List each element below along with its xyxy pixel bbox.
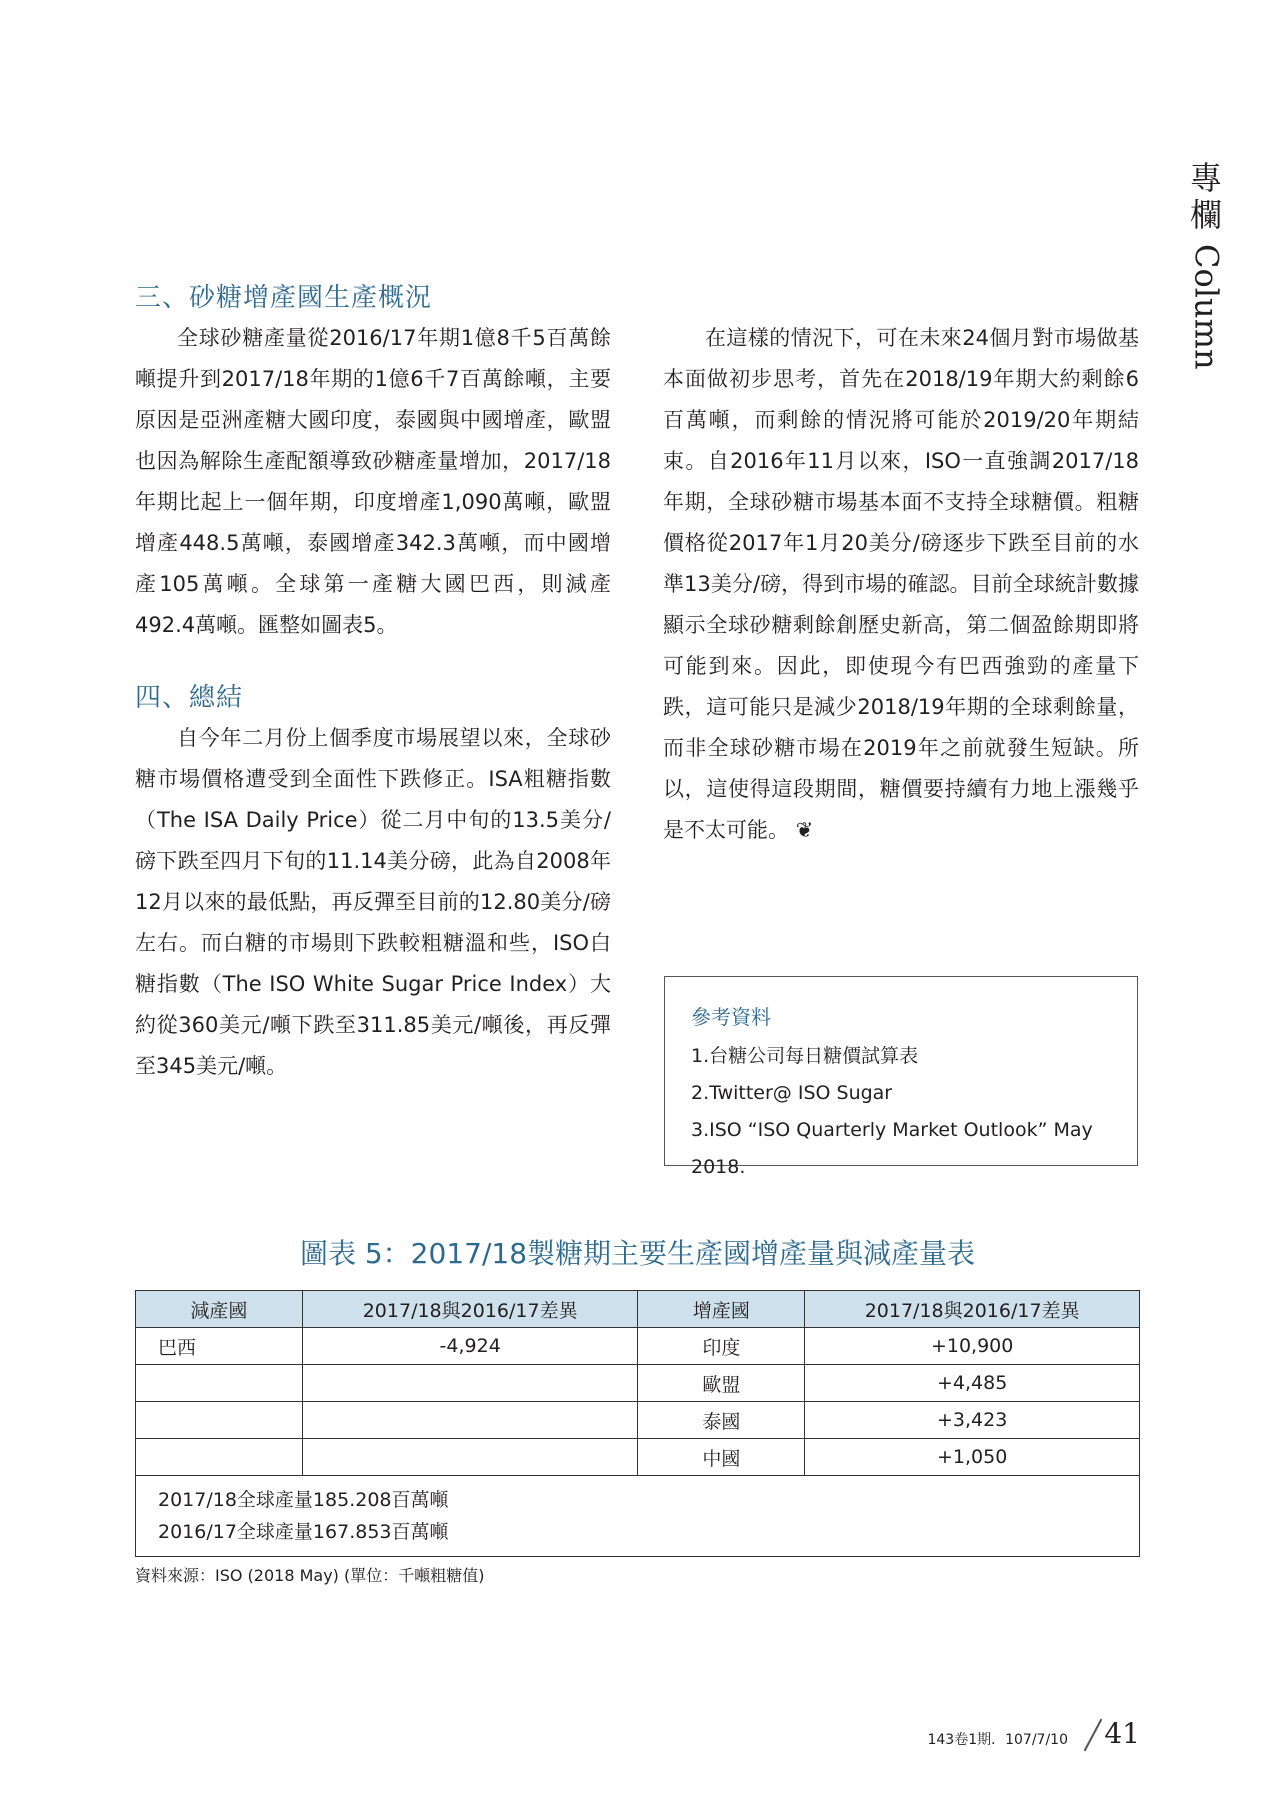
table-cell xyxy=(302,1439,638,1476)
side-label-char-2: 欄 xyxy=(1189,195,1222,234)
table-cell: +10,900 xyxy=(805,1328,1140,1365)
footer-divider xyxy=(1084,1719,1103,1752)
references-title: 參考資料 xyxy=(691,1005,771,1029)
header-decrease-country: 減產國 xyxy=(136,1291,303,1328)
section-4-heading: 四、總結 xyxy=(135,683,244,713)
references-box xyxy=(664,976,1138,1178)
table-note-line: 2016/17全球產量167.853百萬噸 xyxy=(158,1521,449,1543)
production-change-table xyxy=(135,1290,1140,1557)
table-row xyxy=(136,1402,1140,1439)
table-cell xyxy=(136,1402,303,1439)
table-row xyxy=(136,1328,1140,1365)
column-section-label xyxy=(1186,160,1226,369)
conclusion-text: 在這樣的情況下，可在未來24個月對市場做基本面做初步思考，首先在2018/19年期大約剩餘6百萬噸，而剩餘的情況將可能於2019/20年期結束。自2016年11月以來，ISO一直強調2017/18年期，全球砂糖市場基本面不支持全球糖價。粗糖價格從2017年1月20美分/磅逐步下跌至目前的水準13美分/磅，得到市場的確認。目前全球統計數據顯示全球砂糖剩餘創歷史新高，第二個盈餘期即將可能到來。因此，即使現今有巴西強勁的產量下跌，這可能只是減少2018/19年期的全球剩餘量，而非全球砂糖市場在2019年之前就發生短缺。所以，這使得這段期間，糖價要持續有力地上漲幾乎是不太可能。 xyxy=(663,326,1139,842)
table-cell: 巴西 xyxy=(136,1328,303,1365)
section-3-heading: 三、砂糖增產國生產概況 xyxy=(135,283,433,313)
table-cell: 中國 xyxy=(638,1439,805,1476)
table-note-cell xyxy=(136,1476,1140,1557)
table-cell: +4,485 xyxy=(805,1365,1140,1402)
table-cell: +3,423 xyxy=(805,1402,1140,1439)
table-cell xyxy=(136,1439,303,1476)
table-title: 圖表 5：2017/18製糖期主要生產國增產量與減產量表 xyxy=(299,1237,976,1270)
table-cell xyxy=(302,1365,638,1402)
end-mark-icon: ❦ xyxy=(795,818,814,842)
issue-info: 143卷1期．107/7/10 xyxy=(927,1732,1068,1748)
table-header-row xyxy=(136,1291,1140,1328)
table-note-line: 2017/18全球產量185.208百萬噸 xyxy=(158,1489,449,1511)
header-increase-diff: 2017/18與2016/17差異 xyxy=(805,1291,1140,1328)
table-cell: 印度 xyxy=(638,1328,805,1365)
reference-item: 1.台糖公司每日糖價試算表 xyxy=(691,1045,919,1067)
reference-item: 3.ISO “ISO Quarterly Market Outlook” May 2018. xyxy=(691,1119,1093,1178)
table-cell: 歐盟 xyxy=(638,1365,805,1402)
header-increase-country: 增產國 xyxy=(638,1291,805,1328)
table-cell: 泰國 xyxy=(638,1402,805,1439)
conclusion-body xyxy=(663,318,1139,851)
table-cell: -4,924 xyxy=(302,1328,638,1365)
side-label-char-1: 專 xyxy=(1189,159,1222,197)
side-label-latin: Column xyxy=(1187,243,1226,370)
table-row xyxy=(136,1439,1140,1476)
table-cell xyxy=(302,1402,638,1439)
left-column xyxy=(135,283,611,1087)
section-4-body: 自今年二月份上個季度市場展望以來，全球砂糖市場價格遭受到全面性下跌修正。ISA粗糖指數（The ISA Daily Price）從二月中旬的13.5美分/磅下跌至四月下旬的11.14美分磅，此為自2008年12月以來的最低點，再反彈至目前的12.80美分/磅左右。而白糖的市場則下跌較粗糖溫和些，ISO白糖指數（The ISO White Sugar Price Index）大約從360美元/噸下跌至311.85美元/噸後，再反彈至345美元/噸。 xyxy=(135,726,611,1078)
table-note-row xyxy=(136,1476,1140,1557)
table-cell: +1,050 xyxy=(805,1439,1140,1476)
section-3-body: 全球砂糖產量從2016/17年期1億8千5百萬餘噸提升到2017/18年期的1億6千7百萬餘噸，主要原因是亞洲產糖大國印度，泰國與中國增產，歐盟也因為解除生產配額導致砂糖產量增加，2017/18年期比起上一個年期，印度增產1,090萬噸，歐盟增產448.5萬噸，泰國增產342.3萬噸，而中國增產105萬噸。全球第一產糖大國巴西，則減產492.4萬噸。匯整如圖表5。 xyxy=(135,326,611,637)
table-source: 資料來源：ISO (2018 May) (單位：千噸粗糖值) xyxy=(135,1566,485,1585)
header-decrease-diff: 2017/18與2016/17差異 xyxy=(302,1291,638,1328)
table-row xyxy=(136,1365,1140,1402)
table-cell xyxy=(136,1365,303,1402)
page-number: 41 xyxy=(1104,1717,1140,1750)
right-column xyxy=(663,326,1139,851)
reference-item: 2.Twitter@ ISO Sugar xyxy=(691,1082,893,1104)
page-footer xyxy=(927,1715,1140,1755)
